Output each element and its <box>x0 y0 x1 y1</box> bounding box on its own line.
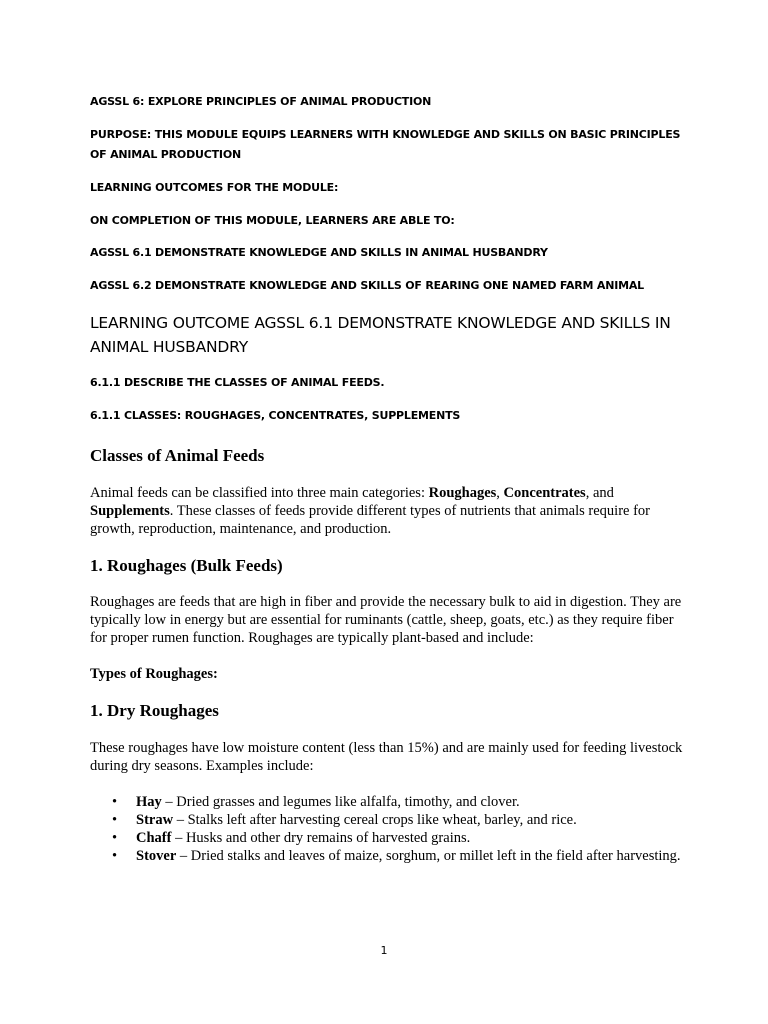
bullet-icon: • <box>112 794 118 810</box>
list-item-desc: – Stalks left after harvesting cereal crops like wheat, barley, and rice. <box>173 812 577 828</box>
list-item-term: Stover <box>136 848 177 864</box>
dry-roughages-list <box>90 793 690 865</box>
sub-item-classes: 6.1.1 CLASSES: ROUGHAGES, CONCENTRATES, SUPPLEMENTS <box>90 409 461 422</box>
types-of-roughages-label: Types of Roughages: <box>90 666 218 682</box>
list-item-desc: – Husks and other dry remains of harvested grains. <box>171 830 471 846</box>
classes-intro-paragraph: Animal feeds can be classified into three main categories: Roughages, Concentrates, and Supplements. These classes of feeds provide different types of nutrients that animals require for growth, reproduction, maintenance, and production. <box>90 485 651 537</box>
list-item <box>90 793 690 811</box>
list-item-desc: – Dried grasses and legumes like alfalfa, timothy, and clover. <box>161 794 520 810</box>
term-roughages: Roughages <box>428 485 497 501</box>
module-purpose: PURPOSE: THIS MODULE EQUIPS LEARNERS WITH KNOWLEDGE AND SKILLS ON BASIC PRINCIPLES OF ANIMAL PRODUCTION <box>90 128 681 161</box>
module-title: AGSSL 6: EXPLORE PRINCIPLES OF ANIMAL PRODUCTION <box>90 95 432 108</box>
list-item-term: Chaff <box>136 830 172 846</box>
bullet-icon: • <box>112 848 118 864</box>
classes-heading: Classes of Animal Feeds <box>90 446 265 465</box>
term-concentrates: Concentrates <box>503 485 586 501</box>
list-item-term: Hay <box>136 794 162 810</box>
list-item-term: Straw <box>136 812 174 828</box>
list-item <box>90 811 690 829</box>
roughages-heading: 1. Roughages (Bulk Feeds) <box>90 556 283 575</box>
page-number: 1 <box>380 944 388 957</box>
completion-label: ON COMPLETION OF THIS MODULE, LEARNERS ARE ABLE TO: <box>90 214 455 227</box>
bullet-icon: • <box>112 830 118 846</box>
sub-item-describe: 6.1.1 DESCRIBE THE CLASSES OF ANIMAL FEEDS. <box>90 376 385 389</box>
roughages-paragraph: Roughages are feeds that are high in fiber and provide the necessary bulk to aid in digestion. They are typically low in energy but are essential for ruminants (cattle, sheep, goats, etc.) as they require fiber for proper rumen function. Roughages are typically plant-based and include: <box>90 594 682 646</box>
term-supplements: Supplements <box>90 503 170 519</box>
dry-roughages-paragraph: These roughages have low moisture content (less than 15%) and are mainly used for feeding livestock during dry seasons. Examples include: <box>90 740 683 774</box>
list-item <box>90 829 690 847</box>
learning-outcome-heading: LEARNING OUTCOME AGSSL 6.1 DEMONSTRATE KNOWLEDGE AND SKILLS IN ANIMAL HUSBANDRY <box>90 314 671 356</box>
list-item <box>90 847 690 865</box>
outcome-6-2: AGSSL 6.2 DEMONSTRATE KNOWLEDGE AND SKILLS OF REARING ONE NAMED FARM ANIMAL <box>90 279 644 292</box>
list-item-desc: – Dried stalks and leaves of maize, sorghum, or millet left in the field after harvesting. <box>176 848 681 864</box>
dry-roughages-heading: 1. Dry Roughages <box>90 701 219 720</box>
learning-outcomes-label: LEARNING OUTCOMES FOR THE MODULE: <box>90 181 339 194</box>
bullet-icon: • <box>112 812 118 828</box>
outcome-6-1: AGSSL 6.1 DEMONSTRATE KNOWLEDGE AND SKILLS IN ANIMAL HUSBANDRY <box>90 246 548 259</box>
